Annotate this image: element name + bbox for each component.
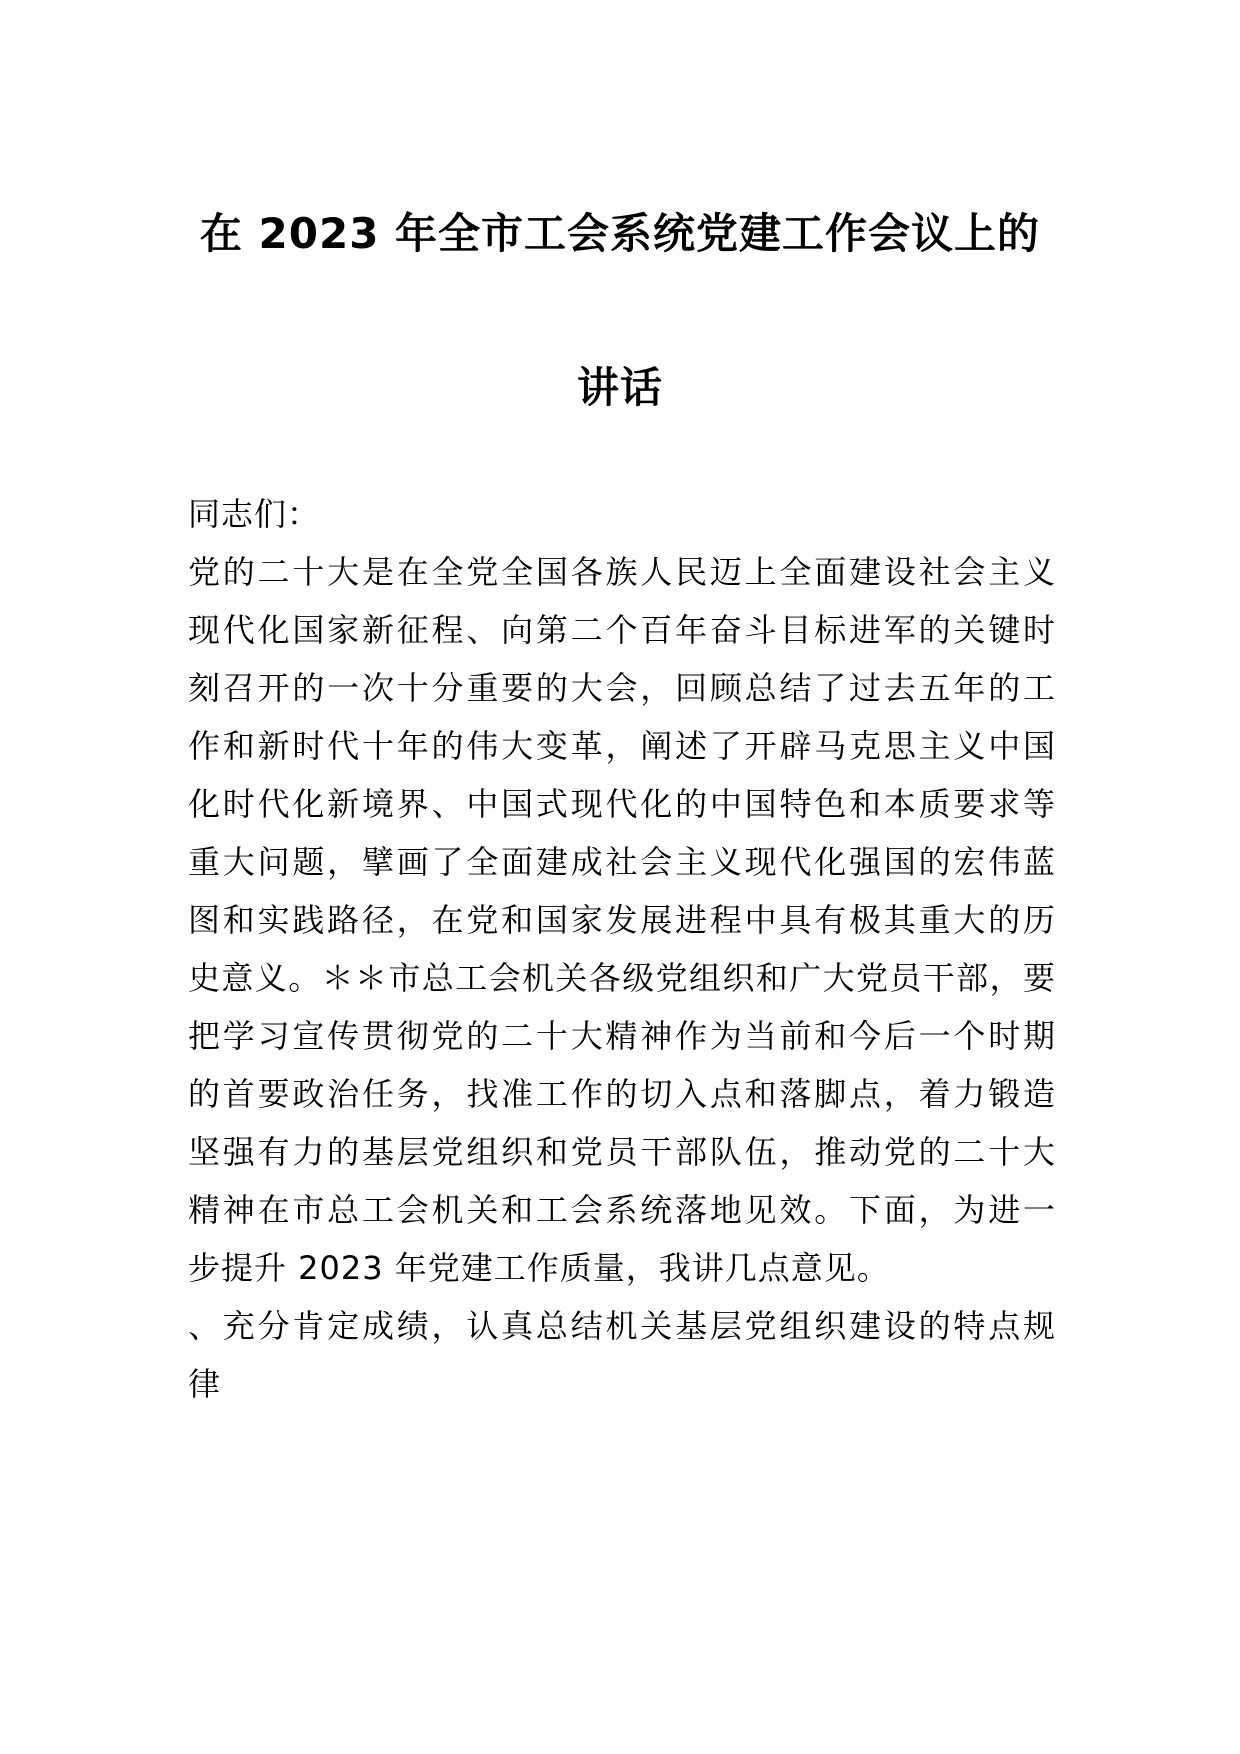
document-title-line-2: 讲话 [576,363,663,412]
paragraph-line: 步提升 2023 年党建工作质量，我讲几点意见。 [188,1249,890,1287]
paragraph-line: 作和新时代十年的伟大变革，阐述了开辟马克思主义中国 [188,727,1056,765]
section-heading-line: 、充分肯定成绩，认真总结机关基层党组织建设的特点规 [188,1307,1056,1345]
paragraph-line: 党的二十大是在全党全国各族人民迈上全面建设社会主义 [188,553,1056,591]
paragraph-line: 重大问题，擘画了全面建成社会主义现代化强国的宏伟蓝 [188,843,1056,881]
salutation: 同志们： [188,495,321,533]
paragraph-line: 现代化国家新征程、向第二个百年奋斗目标进军的关键时 [188,611,1056,649]
paragraph-line: 化时代化新境界、中国式现代化的中国特色和本质要求等 [188,785,1056,823]
paragraph-line: 的首要政治任务，找准工作的切入点和落脚点，着力锻造 [188,1075,1056,1113]
paragraph-line: 刻召开的一次十分重要的大会，回顾总结了过去五年的工 [188,669,1056,707]
paragraph-line: 坚强有力的基层党组织和党员干部队伍，推动党的二十大 [188,1133,1056,1171]
paragraph-line: 精神在市总工会机关和工会系统落地见效。下面，为进一 [188,1191,1056,1229]
paragraph-line: 图和实践路径，在党和国家发展进程中具有极其重大的历 [188,901,1056,939]
document-title-line-1: 在 2023 年全市工会系统党建工作会议上的 [199,209,1041,258]
paragraph-line: 把学习宣传贯彻党的二十大精神作为当前和今后一个时期 [188,1017,1056,1055]
section-heading-line: 律 [188,1365,222,1403]
paragraph-line: 史意义。＊＊市总工会机关各级党组织和广大党员干部，要 [188,959,1056,997]
